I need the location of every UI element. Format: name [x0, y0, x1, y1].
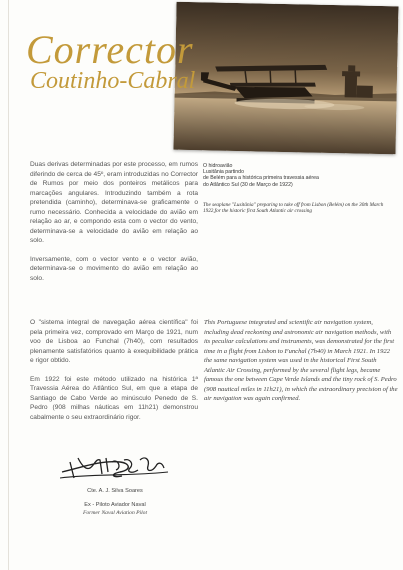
paragraph: Em 1922 foi este método utilizado na histórica 1ª Travessia Aérea do Atlântico Sul, em que a etapa de Santiago de Cabo Verde ao minúsculo Penedo de S. Pedro (908 milhas náuticas em 11h21) demonstrou cabalmente o seu extraordinário rigor. — [30, 375, 198, 421]
english-text: This Portuguese integrated and scientific air navigation system, including dead reckoning and astronomic air navigation methods, with its peculiar calculations and instruments, was demonstrated for the first time in a flight from Lisbon to Funchal (7h40) in March 1921. In 1922 the same navigation system was used in the historical First South Atlantic Air Crossing, performed by the several flight legs, became famous the one between Cape Verde Islands and the tiny rock of S. Pedro (908 nautical miles in 11h21), in which the extraordinary precision of the air navigation was again confirmed. — [204, 319, 398, 402]
seaplane-photo-image — [173, 2, 398, 155]
photo-caption-pt-line: do Atlântico Sul (30 de Março de 1922) — [203, 181, 293, 188]
author-role-en: Former Naval Aviation Pilot — [82, 510, 148, 516]
photo-caption-en — [203, 202, 398, 215]
author-role-pt: Ex - Piloto Aviador Naval — [84, 502, 146, 508]
photo-caption-pt-line: Lusitânia partindo — [203, 169, 244, 176]
photo-caption-pt-line: O hidroavião — [203, 163, 233, 169]
photo-caption-pt-line: de Belém para a histórica primeira travessia aérea — [203, 175, 319, 182]
paragraph: Inversamente, com o vector vento e o vector avião, determinava-se o movimento do avião em relação ao solo. — [30, 255, 198, 282]
author-credit — [60, 487, 170, 517]
portuguese-text-section-2 — [30, 318, 198, 431]
paragraph: O "sistema integral de navegação aérea científica" foi pela primeira vez, comprovado em Março de 1921, num voo de Lisboa ao Funchal (7h40), com resultados plenamente satisfatórios quanto à exequibilidade prática e rigor obtido. — [30, 319, 198, 364]
seaplane-photo — [173, 2, 398, 155]
photo-caption-en-line: 1922,for the historic first South Atlantic air crossing — [203, 208, 312, 215]
portuguese-text-section-1 — [30, 160, 198, 292]
paragraph: Duas derivas determinadas por este processo, em rumos diferindo de cerca de 45º, eram introduzidas no Corrector de Rumos por meio dos ponteiros metálicos para marcações angulares. Introduzindo também a rota pretendida (caminho), determinava-se graficamente o rumo necessário. Conhecida a velocidade do avião em relação ao ar, e compondo esta com o vector do vento, determinava-se a velocidade do avião em relação ao solo. — [30, 161, 198, 244]
photo-caption-en-line: The seaplane "Lusitânia" preparing to take off from Lisbon (Belém) on the 30th March — [203, 202, 384, 208]
signature-icon — [60, 448, 170, 484]
title-line-2: Coutinho-Cabral — [30, 68, 196, 94]
margin-rule — [8, 0, 9, 570]
title-line-1: Corrector — [26, 27, 194, 72]
handwritten-signature — [60, 448, 170, 489]
author-name: Cte. A. J. Silva Soares — [87, 488, 143, 494]
photo-caption-pt — [203, 163, 393, 188]
